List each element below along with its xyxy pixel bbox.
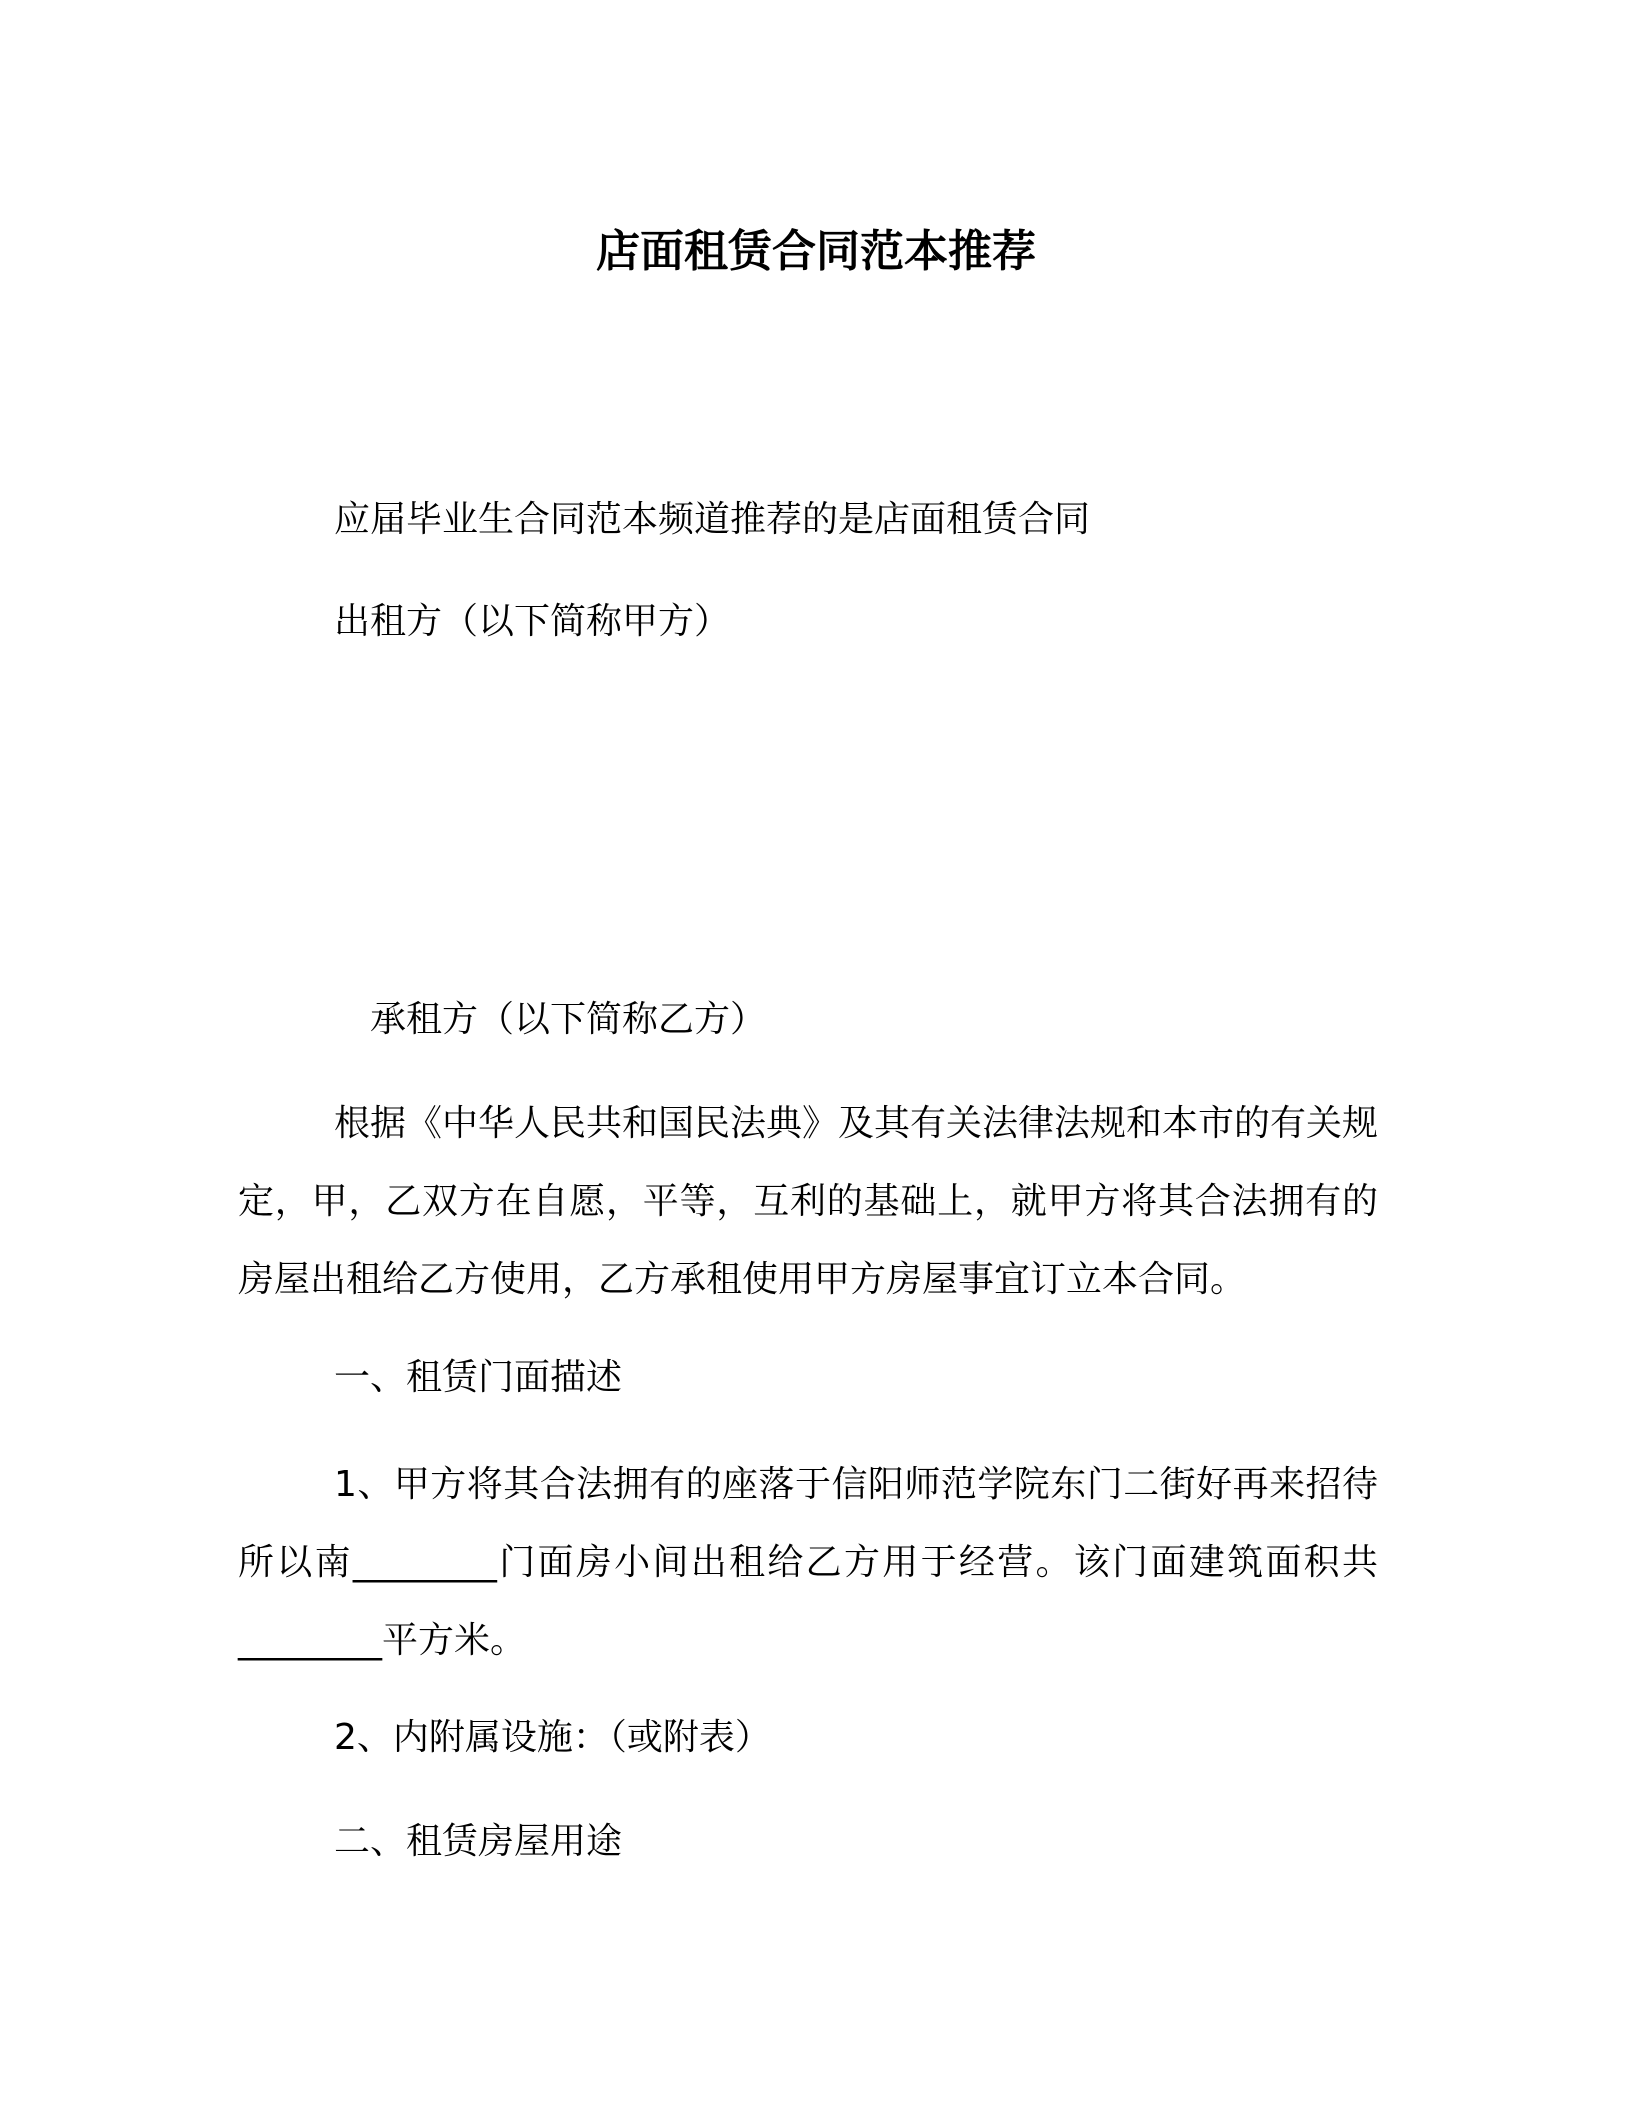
document-title: 店面租赁合同范本推荐	[596, 226, 1036, 277]
clause-1-2-line: 2、内附属设施：（或附表）	[334, 1717, 771, 1758]
preamble-paragraph: 根据《中华人民共和国民法典》及其有关法律法规和本市的有关规定，甲，乙双方在自愿，平等，互利的基础上，就甲方将其合法拥有的房屋出租给乙方使用，乙方承租使用甲方房屋事宜订立本合同。	[238, 1103, 1379, 1300]
section-2-heading: 二、租赁房屋用途	[334, 1821, 623, 1862]
section-1-heading: 一、租赁门面描述	[334, 1357, 623, 1398]
lessor-line: 出租方（以下简称甲方）	[334, 601, 731, 642]
intro-line: 应届毕业生合同范本频道推荐的是店面租赁合同	[334, 499, 1091, 540]
lessee-line: 承租方（以下简称乙方）	[370, 999, 767, 1040]
clause-1-1-paragraph: 1、甲方将其合法拥有的座落于信阳师范学院东门二街好再来招待所以南________门面房小间出租给乙方用于经营。该门面建筑面积共________平方米。	[238, 1464, 1378, 1661]
